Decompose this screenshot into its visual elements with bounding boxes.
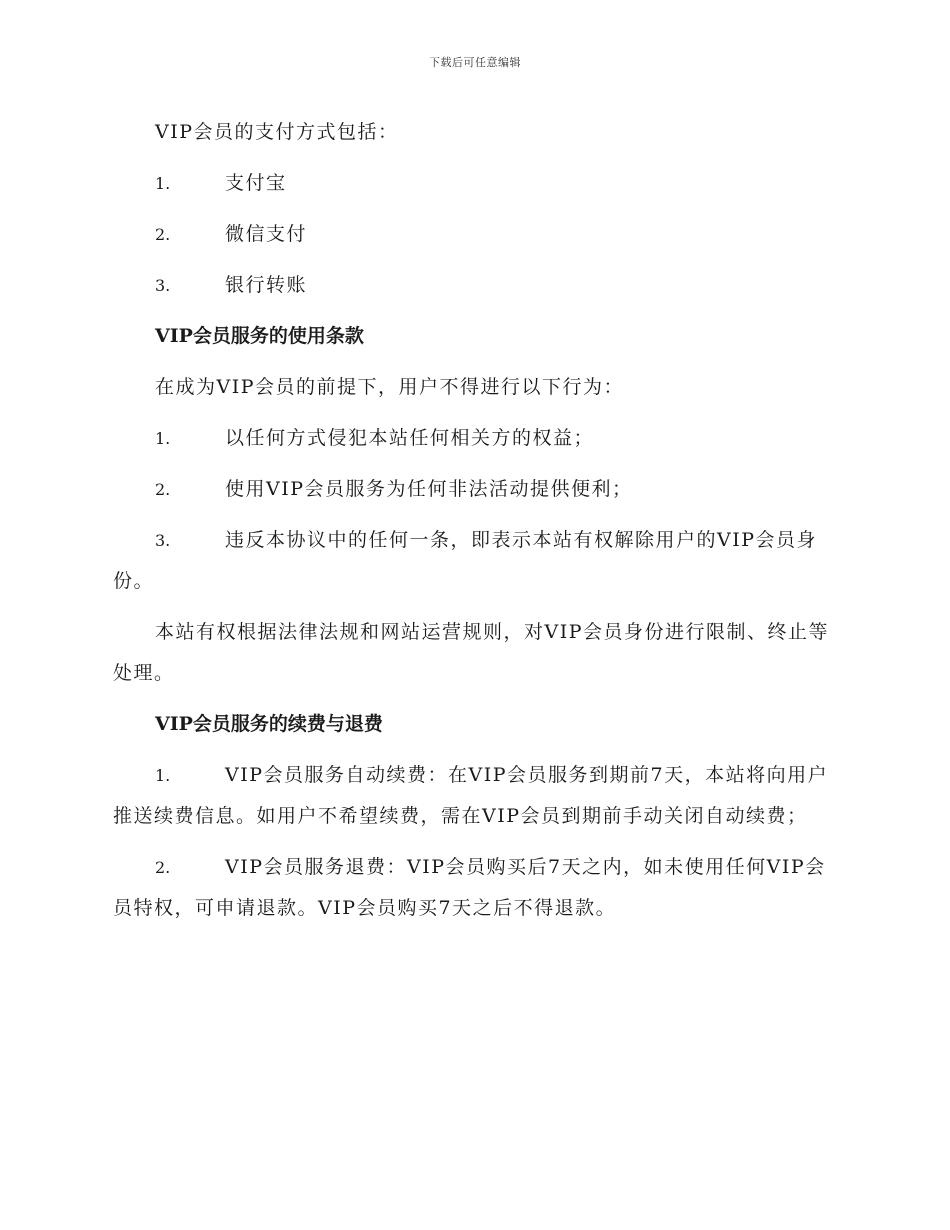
- terms-intro: 在成为VIP会员的前提下，用户不得进行以下行为：: [155, 376, 625, 398]
- list-text: 违反本协议中的任何一条，即表示本站有权解除用户的VIP会员身份。: [113, 529, 818, 592]
- list-text: VIP会员服务退费：VIP会员购买后7天之内，如未使用任何VIP会员特权，可申请退款。VIP会员购买7天之后不得退款。: [113, 856, 826, 919]
- list-item: [113, 265, 841, 306]
- document-body: [113, 112, 841, 939]
- list-item: [113, 469, 841, 510]
- page-header: 下载后可任意编辑: [429, 56, 521, 69]
- list-number: 2.: [155, 225, 171, 244]
- list-number: 3.: [155, 531, 171, 550]
- list-number: 3.: [155, 276, 171, 295]
- section-heading-terms: VIP会员服务的使用条款: [155, 325, 364, 347]
- list-text: 微信支付: [225, 223, 308, 245]
- list-item: [113, 847, 841, 929]
- list-item: [113, 163, 841, 204]
- list-item: [113, 214, 841, 255]
- list-item: [113, 520, 841, 602]
- list-number: 1.: [155, 429, 171, 448]
- section-heading-renewal: VIP会员服务的续费与退费: [155, 713, 383, 735]
- list-item: [113, 755, 841, 837]
- list-text: VIP会员服务自动续费：在VIP会员服务到期前7天，本站将向用户推送续费信息。如用户不希望续费，需在VIP会员到期前手动关闭自动续费；: [113, 764, 829, 827]
- list-item: [113, 418, 841, 459]
- list-text: 以任何方式侵犯本站任何相关方的权益；: [225, 427, 595, 449]
- list-number: 2.: [155, 480, 171, 499]
- list-text: 银行转账: [225, 274, 308, 296]
- list-number: 1.: [155, 766, 171, 785]
- list-text: 使用VIP会员服务为任何非法活动提供便利；: [225, 478, 633, 500]
- list-number: 2.: [155, 858, 171, 877]
- list-text: 支付宝: [225, 172, 287, 194]
- payment-intro: VIP会员的支付方式包括：: [155, 121, 399, 143]
- list-number: 1.: [155, 174, 171, 193]
- terms-note: 本站有权根据法律法规和网站运营规则，对VIP会员身份进行限制、终止等处理。: [113, 621, 830, 684]
